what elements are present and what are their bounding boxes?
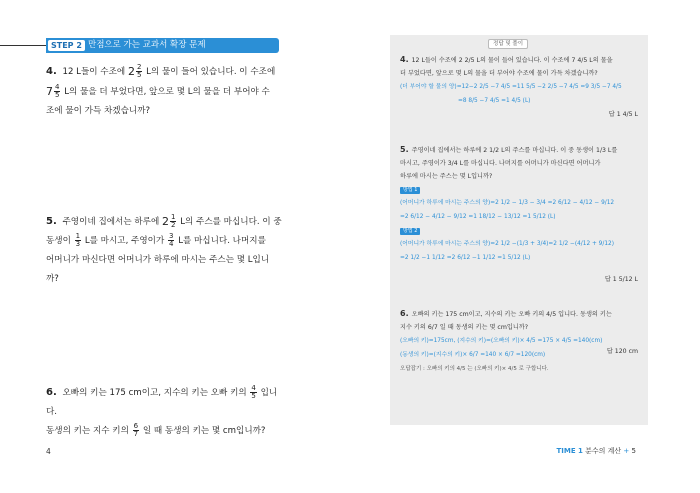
fraction: $\frac{1}{2}$ [171, 213, 176, 229]
tip-note: 오답잡기 : 오빠의 키의 4/5 는 (오빠의 키)× 4/5 로 구합니다. [400, 366, 549, 372]
solution-calc: =2 1/2 −1 1/12 =2 6/12 −1 1/12 =1 5/12 (L) [400, 255, 531, 261]
answer-4: 4. 12 L들이 수조에 2 2/5 L의 물이 들어 있습니다. 이 수조에 7 4/5 L의 물을 더 부었다면, 앞으로 몇 L의 물을 더 부어야 수조에 물이 가득 차겠습니까? (더 부어야 할 물의 양)=12−2 2/5 −7 4/5 =11 5/5 −2 2/5 −7 4/5 =9 3/5 −7 4/5 =8 8/5 −7 4/5 =1 4/5 (L) [400, 55, 622, 104]
solution-calc: (어머니가 하루에 마시는 주스의 양)=2 1/2 −(1/3 + 3/4)=2 1/2 −(4/12 + 9/12) [400, 241, 614, 247]
footer-right: TIME 1 분수의 계산 + 5 [556, 447, 636, 455]
page-number-left: 4 [46, 447, 51, 456]
fraction: $\frac{2}{5}$ [136, 63, 142, 79]
answer-result: 답 120 cm [606, 348, 638, 355]
fraction: $\frac{4}{5}$ [251, 384, 256, 400]
question-4: 4. 12 L들이 수조에 2 $\frac{2}{5}$ L의 물이 들어 있습니다. 이 수조에 7 $\frac{4}{5}$ L의 물을 더 부었다면, 앞으로 몇 L의 물을 더 부어야 수 조에 물이 가득 차겠습니까? [46, 63, 276, 116]
solution-calc: =2 6/12 − 4/12 − 9/12 =1 18/12 − 13/12 =1 5/12 (L) [400, 214, 556, 220]
question-number: 6. [46, 387, 57, 398]
step-tag: STEP 2 [48, 40, 85, 51]
solution-calc: (오빠의 키)=175cm, (지수의 키)=(오빠의 키)× 4/5 =175 × 4/5 =140(cm) [400, 338, 603, 344]
step-title: 만점으로 가는 교과서 확장 문제 [88, 40, 206, 50]
fraction: $\frac{4}{5}$ [55, 83, 60, 99]
header-rule [0, 45, 46, 46]
question-number: 4. [46, 66, 57, 77]
solution-calc: =8 8/5 −7 4/5 =1 4/5 (L) [458, 98, 531, 104]
page-number-right: 5 [631, 447, 636, 455]
fraction: $\frac{6}{7}$ [133, 422, 139, 438]
solution-calc: (더 부어야 할 물의 양)=12−2 2/5 −7 4/5 =11 5/5 −2 2/5 −7 4/5 =9 3/5 −7 4/5 [400, 84, 622, 90]
fraction: $\frac{1}{3}$ [75, 232, 81, 248]
answer-6: 6. 오빠의 키는 175 cm이고, 지수의 키는 오빠 키의 4/5 입니다. 동생의 키는 지수 키의 6/7 일 때 동생의 키는 몇 cm입니까? (오빠의 키)=175cm, (지수의 키)=(오빠의 키)× 4/5 =175 × 4/5 =140(cm) (동생의 키)=(지수의 키)× 6/7 =140 × 6/7 =120(cm) 오답잡기 : 오빠의 키의 4/5 는 (오빠의 키)× 4/5 로 구합니다. [400, 309, 612, 372]
method-badge: 방법 2 [400, 228, 420, 235]
answer-label: 정답 및 풀이 [488, 39, 528, 49]
footer-chapter: 분수의 계산 [585, 447, 622, 455]
answer-result: 답 1 5/12 L [604, 276, 638, 283]
answer-result: 답 1 4/5 L [608, 111, 638, 118]
question-6: 6. 오빠의 키는 175 cm이고, 지수의 키는 오빠 키의 $\frac{4}{5}$ 입니다. 동생의 키는 지수 키의 $\frac{6}{7}$ 일 때 동생의 키는 몇 cm입니까? [46, 384, 278, 438]
footer-time: TIME 1 [556, 447, 583, 455]
question-5: 5. 주영이네 집에서는 하루에 2 $\frac{1}{2}$ L의 주스를 마십니다. 이 중 동생이 $\frac{1}{3}$ L를 마시고, 주영이가 $\frac{3}{4}$ L를 마십니다. 나머지를 어머니가 마신다면 어머니가 하루에 마시는 주스는 몇 L입니 까? [46, 213, 282, 284]
fraction: $\frac{3}{4}$ [168, 232, 174, 248]
answer-panel [390, 35, 648, 425]
method-badge: 방법 1 [400, 187, 420, 194]
step-header [46, 38, 279, 53]
question-number: 5. [46, 216, 57, 227]
answer-5: 5. 주영이네 집에서는 하루에 2 1/2 L의 주스를 마십니다. 이 중 동생이 1/3 L를 마시고, 주영이가 3/4 L를 마십니다. 나머지를 어머니가 마신다면 어머니가 하루에 마시는 주스는 몇 L입니까? 방법 1 (어머니가 하루에 마시는 주스의 양)=2 1/2 − 1/3 − 3/4 =2 6/12 − 4/12 − 9/12 =2 6/12 − 4/12 − 9/12 =1 18/12 − 13/12 =1 5/12 (L) 방법 2 (어머니가 하루에 마시는 주스의 양)=2 1/2 −(1/3 + 3/4)=2 1/2 −(4/12 + 9/12) =2 1/2 −1 1/12 =2 6/12 −1 1/12 =1 5/12 (L) [400, 145, 618, 261]
solution-calc: (어머니가 하루에 마시는 주스의 양)=2 1/2 − 1/3 − 3/4 =2 6/12 − 4/12 − 9/12 [400, 200, 615, 206]
solution-calc: (동생의 키)=(지수의 키)× 6/7 =140 × 6/7 =120(cm) [400, 352, 546, 358]
